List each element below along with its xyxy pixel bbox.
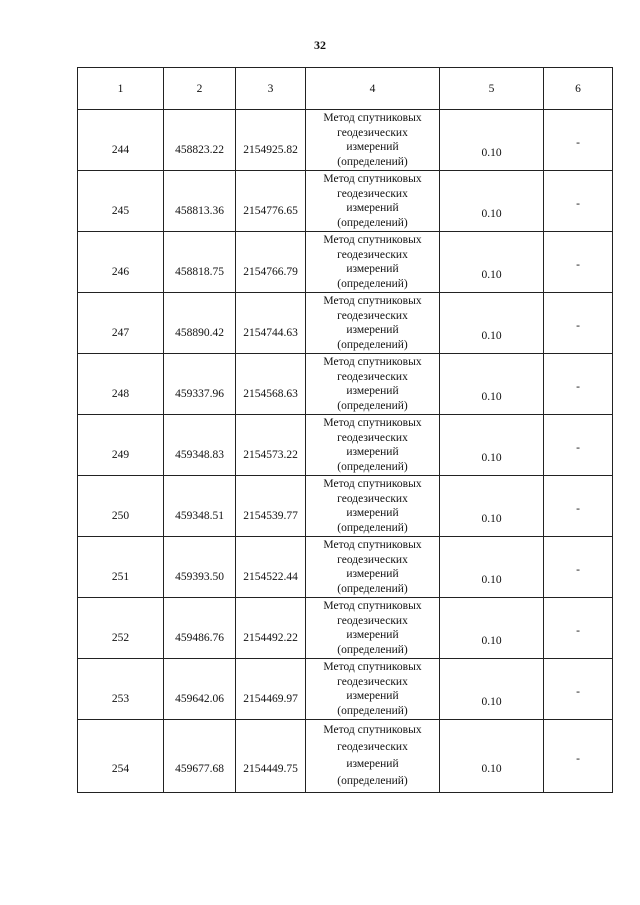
x-coordinate-cell-text: 459642.06 bbox=[175, 693, 224, 705]
header-col-2: 2 bbox=[164, 68, 236, 110]
accuracy-cell-text: 0.10 bbox=[481, 696, 502, 708]
table-row bbox=[78, 354, 613, 415]
method-line: геодезических bbox=[337, 741, 408, 753]
method-line: измерений bbox=[346, 263, 399, 275]
x-coordinate-cell-text: 458823.22 bbox=[175, 144, 224, 156]
method-line: Метод спутниковых bbox=[323, 112, 422, 124]
table-row bbox=[78, 232, 613, 293]
method-line: измерений bbox=[346, 629, 399, 641]
point-number-cell bbox=[78, 598, 164, 659]
method-cell bbox=[306, 232, 440, 293]
x-coordinate-cell bbox=[164, 110, 236, 171]
point-number-cell bbox=[78, 110, 164, 171]
x-coordinate-cell bbox=[164, 293, 236, 354]
method-cell bbox=[306, 110, 440, 171]
y-coordinate-cell bbox=[236, 537, 306, 598]
header-col-3: 3 bbox=[236, 68, 306, 110]
table-row bbox=[78, 476, 613, 537]
point-number-cell bbox=[78, 171, 164, 232]
method-line: измерений bbox=[346, 446, 399, 458]
note-cell bbox=[544, 110, 613, 171]
method-cell bbox=[306, 171, 440, 232]
note-cell-text: - bbox=[576, 137, 580, 149]
method-line: геодезических bbox=[337, 675, 408, 688]
method-line: измерений bbox=[346, 758, 399, 770]
table-row bbox=[78, 415, 613, 476]
accuracy-cell bbox=[440, 476, 544, 537]
method-cell bbox=[306, 293, 440, 354]
note-cell bbox=[544, 476, 613, 537]
point-number-cell bbox=[78, 720, 164, 793]
method-line: Метод спутниковых bbox=[323, 417, 422, 429]
accuracy-cell-text: 0.10 bbox=[481, 574, 502, 586]
note-cell bbox=[544, 354, 613, 415]
point-number-cell bbox=[78, 354, 164, 415]
x-coordinate-cell-text: 459677.68 bbox=[175, 763, 224, 775]
method-line: (определений) bbox=[337, 582, 408, 595]
point-number-cell bbox=[78, 293, 164, 354]
y-coordinate-cell bbox=[236, 415, 306, 476]
note-cell-text: - bbox=[576, 686, 580, 698]
method-line: геодезических bbox=[337, 126, 408, 139]
accuracy-cell-text: 0.10 bbox=[481, 452, 502, 464]
method-cell bbox=[306, 354, 440, 415]
y-coordinate-cell bbox=[236, 476, 306, 537]
point-number-cell-text: 249 bbox=[111, 449, 130, 461]
method-line: (определений) bbox=[337, 155, 408, 168]
y-coordinate-cell bbox=[236, 659, 306, 720]
method-cell bbox=[306, 537, 440, 598]
method-line: геодезических bbox=[337, 309, 408, 322]
note-cell bbox=[544, 598, 613, 659]
accuracy-cell bbox=[440, 659, 544, 720]
x-coordinate-cell bbox=[164, 537, 236, 598]
point-number-cell-text: 247 bbox=[111, 327, 130, 339]
accuracy-cell-text: 0.10 bbox=[481, 391, 502, 403]
accuracy-cell-text: 0.10 bbox=[481, 147, 502, 159]
accuracy-cell bbox=[440, 110, 544, 171]
x-coordinate-cell bbox=[164, 354, 236, 415]
page-number: 32 bbox=[314, 38, 326, 52]
point-number-cell-text: 244 bbox=[111, 144, 130, 156]
point-number-cell bbox=[78, 537, 164, 598]
accuracy-cell bbox=[440, 354, 544, 415]
point-number-cell bbox=[78, 659, 164, 720]
coordinates-table bbox=[77, 67, 613, 793]
point-number-cell-text: 246 bbox=[111, 266, 130, 278]
method-line: Метод спутниковых bbox=[323, 173, 422, 185]
method-cell bbox=[306, 659, 440, 720]
method-line: измерений bbox=[346, 385, 399, 397]
method-line: геодезических bbox=[337, 431, 408, 444]
x-coordinate-cell bbox=[164, 720, 236, 793]
y-coordinate-cell-text: 2154925.82 bbox=[243, 144, 298, 156]
point-number-cell-text: 245 bbox=[111, 205, 130, 217]
accuracy-cell-text: 0.10 bbox=[481, 635, 502, 647]
accuracy-cell bbox=[440, 232, 544, 293]
point-number-cell-text: 248 bbox=[111, 388, 130, 400]
point-number-cell bbox=[78, 232, 164, 293]
x-coordinate-cell bbox=[164, 415, 236, 476]
accuracy-cell bbox=[440, 415, 544, 476]
header-col-4: 4 bbox=[306, 68, 440, 110]
method-line: геодезических bbox=[337, 248, 408, 261]
method-line: измерений bbox=[346, 568, 399, 580]
y-coordinate-cell bbox=[236, 171, 306, 232]
table-row bbox=[78, 598, 613, 659]
table-row bbox=[78, 171, 613, 232]
method-cell bbox=[306, 476, 440, 537]
y-coordinate-cell bbox=[236, 232, 306, 293]
note-cell-text: - bbox=[576, 381, 580, 393]
note-cell-text: - bbox=[576, 625, 580, 637]
method-line: (определений) bbox=[337, 704, 408, 717]
method-line: Метод спутниковых bbox=[323, 356, 422, 368]
x-coordinate-cell-text: 458813.36 bbox=[175, 205, 224, 217]
accuracy-cell-text: 0.10 bbox=[481, 763, 502, 775]
y-coordinate-cell-text: 2154744.63 bbox=[243, 327, 298, 339]
method-line: (определений) bbox=[337, 399, 408, 412]
table-body bbox=[78, 110, 613, 793]
method-cell bbox=[306, 598, 440, 659]
method-line: геодезических bbox=[337, 187, 408, 200]
method-line: (определений) bbox=[337, 277, 408, 290]
method-cell bbox=[306, 720, 440, 793]
y-coordinate-cell-text: 2154776.65 bbox=[243, 205, 298, 217]
method-line: измерений bbox=[346, 202, 399, 214]
method-line: геодезических bbox=[337, 553, 408, 566]
y-coordinate-cell bbox=[236, 110, 306, 171]
method-line: Метод спутниковых bbox=[323, 478, 422, 490]
note-cell bbox=[544, 659, 613, 720]
x-coordinate-cell bbox=[164, 659, 236, 720]
y-coordinate-cell bbox=[236, 598, 306, 659]
x-coordinate-cell-text: 459393.50 bbox=[175, 571, 224, 583]
accuracy-cell bbox=[440, 598, 544, 659]
note-cell-text: - bbox=[576, 753, 580, 765]
accuracy-cell-text: 0.10 bbox=[481, 513, 502, 525]
x-coordinate-cell bbox=[164, 476, 236, 537]
note-cell-text: - bbox=[576, 564, 580, 576]
table-row bbox=[78, 110, 613, 171]
method-line: (определений) bbox=[337, 338, 408, 351]
header-col-5: 5 bbox=[440, 68, 544, 110]
method-line: (определений) bbox=[337, 775, 408, 787]
method-line: геодезических bbox=[337, 370, 408, 383]
y-coordinate-cell-text: 2154469.97 bbox=[243, 693, 298, 705]
note-cell-text: - bbox=[576, 198, 580, 210]
note-cell bbox=[544, 232, 613, 293]
y-coordinate-cell-text: 2154766.79 bbox=[243, 266, 298, 278]
method-line: измерений bbox=[346, 507, 399, 519]
y-coordinate-cell bbox=[236, 720, 306, 793]
x-coordinate-cell-text: 459337.96 bbox=[175, 388, 224, 400]
method-line: Метод спутниковых bbox=[323, 600, 422, 612]
y-coordinate-cell bbox=[236, 293, 306, 354]
method-cell bbox=[306, 415, 440, 476]
method-line: (определений) bbox=[337, 643, 408, 656]
method-line: Метод спутниковых bbox=[323, 234, 422, 246]
note-cell-text: - bbox=[576, 320, 580, 332]
table-row bbox=[78, 293, 613, 354]
table-header-row bbox=[78, 68, 613, 110]
header-col-1: 1 bbox=[78, 68, 164, 110]
accuracy-cell bbox=[440, 293, 544, 354]
method-line: Метод спутниковых bbox=[323, 724, 422, 736]
method-line: (определений) bbox=[337, 521, 408, 534]
point-number-cell-text: 253 bbox=[111, 693, 130, 705]
y-coordinate-cell-text: 2154539.77 bbox=[243, 510, 298, 522]
method-line: геодезических bbox=[337, 614, 408, 627]
accuracy-cell-text: 0.10 bbox=[481, 330, 502, 342]
table-row bbox=[78, 659, 613, 720]
table-row bbox=[78, 537, 613, 598]
y-coordinate-cell-text: 2154492.22 bbox=[243, 632, 298, 644]
note-cell bbox=[544, 537, 613, 598]
point-number-cell bbox=[78, 415, 164, 476]
x-coordinate-cell bbox=[164, 232, 236, 293]
accuracy-cell-text: 0.10 bbox=[481, 208, 502, 220]
x-coordinate-cell bbox=[164, 598, 236, 659]
note-cell bbox=[544, 171, 613, 232]
x-coordinate-cell-text: 458890.42 bbox=[175, 327, 224, 339]
accuracy-cell bbox=[440, 720, 544, 793]
y-coordinate-cell bbox=[236, 354, 306, 415]
note-cell-text: - bbox=[576, 503, 580, 515]
method-line: Метод спутниковых bbox=[323, 539, 422, 551]
note-cell-text: - bbox=[576, 259, 580, 271]
note-cell-text: - bbox=[576, 442, 580, 454]
y-coordinate-cell-text: 2154522.44 bbox=[243, 571, 298, 583]
x-coordinate-cell-text: 458818.75 bbox=[175, 266, 224, 278]
accuracy-cell-text: 0.10 bbox=[481, 269, 502, 281]
y-coordinate-cell-text: 2154449.75 bbox=[243, 763, 298, 775]
table-row bbox=[78, 720, 613, 793]
method-line: Метод спутниковых bbox=[323, 295, 422, 307]
y-coordinate-cell-text: 2154568.63 bbox=[243, 388, 298, 400]
point-number-cell bbox=[78, 476, 164, 537]
point-number-cell-text: 250 bbox=[111, 510, 130, 522]
x-coordinate-cell bbox=[164, 171, 236, 232]
method-line: геодезических bbox=[337, 492, 408, 505]
method-line: (определений) bbox=[337, 216, 408, 229]
point-number-cell-text: 252 bbox=[111, 632, 130, 644]
method-line: измерений bbox=[346, 141, 399, 153]
x-coordinate-cell-text: 459348.83 bbox=[175, 449, 224, 461]
y-coordinate-cell-text: 2154573.22 bbox=[243, 449, 298, 461]
note-cell bbox=[544, 293, 613, 354]
x-coordinate-cell-text: 459348.51 bbox=[175, 510, 224, 522]
x-coordinate-cell-text: 459486.76 bbox=[175, 632, 224, 644]
method-line: измерений bbox=[346, 690, 399, 702]
header-col-6: 6 bbox=[544, 68, 613, 110]
point-number-cell-text: 251 bbox=[111, 571, 130, 583]
note-cell bbox=[544, 415, 613, 476]
point-number-cell-text: 254 bbox=[111, 763, 130, 775]
note-cell bbox=[544, 720, 613, 793]
method-line: измерений bbox=[346, 324, 399, 336]
method-line: Метод спутниковых bbox=[323, 661, 422, 673]
accuracy-cell bbox=[440, 171, 544, 232]
accuracy-cell bbox=[440, 537, 544, 598]
method-line: (определений) bbox=[337, 460, 408, 473]
